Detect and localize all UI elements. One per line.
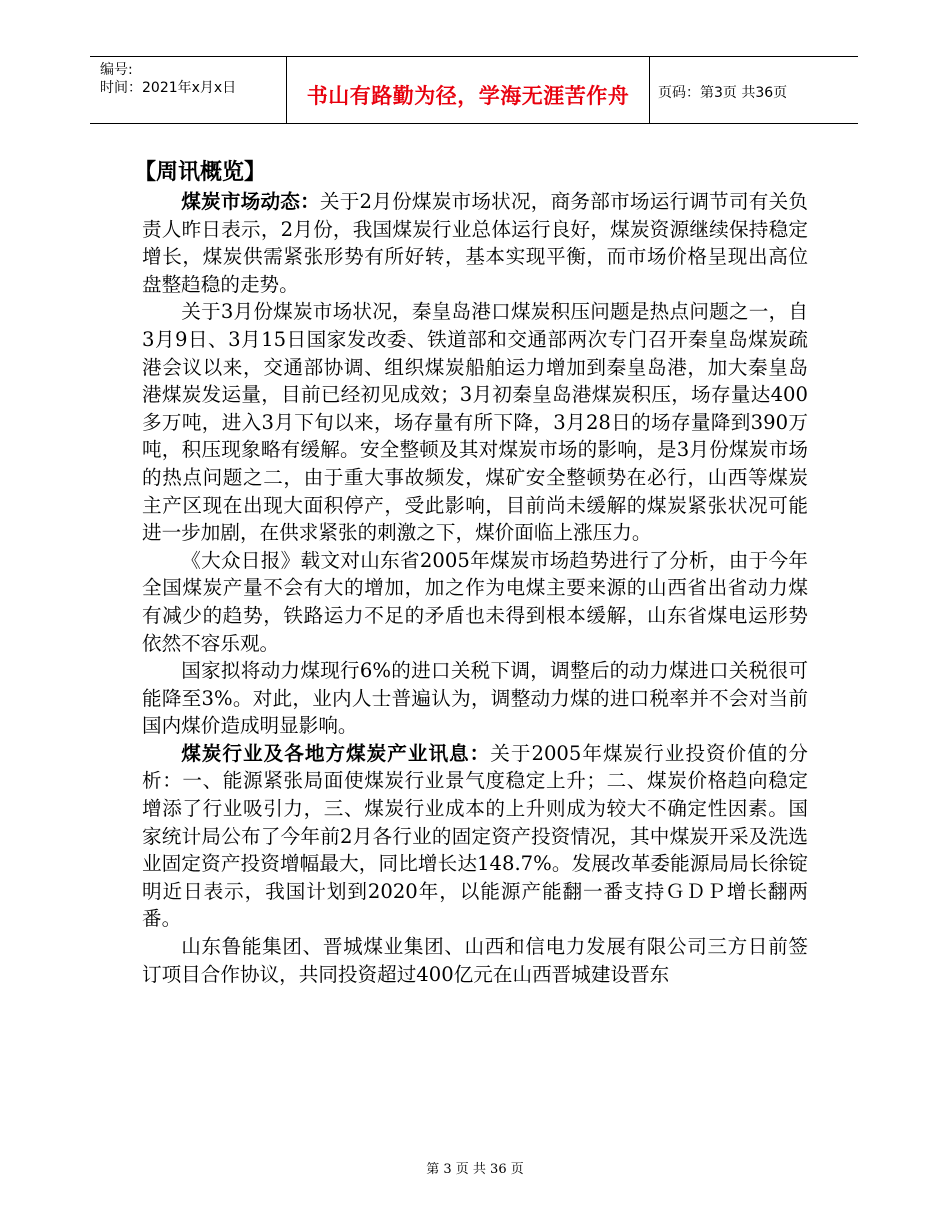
page-header bbox=[90, 56, 858, 124]
paragraph bbox=[142, 547, 808, 657]
header-page-cell bbox=[650, 57, 858, 123]
header-motto: 书山有路勤为径，学海无涯苦作舟 bbox=[306, 84, 630, 108]
document-date-label: 时间：2021年x月x日 bbox=[100, 80, 237, 96]
paragraph bbox=[142, 657, 808, 740]
paragraph bbox=[142, 933, 808, 988]
paragraph-text: 《大众日报》载文对山东省2005年煤炭市场趋势进行了分析，由于今年全国煤炭产量不会有大的增加，加之作为电煤主要来源的山西省出省动力煤有减少的趋势，铁路运力不足的矛盾也未得到根本缓解，山东省煤电运形势依然不容乐观。 bbox=[142, 548, 808, 655]
paragraph-text: 关于2月份煤炭市场状况，商务部市场运行调节司有关负责人昨日表示，2月份，我国煤炭行业总体运行良好，煤炭资源继续保持稳定增长，煤炭供需紧张形势有所好转，基本实现平衡，而市场价格呈现出高位盘整趋稳的走势。 bbox=[142, 190, 809, 296]
header-info-cell bbox=[90, 57, 287, 123]
document-body bbox=[134, 158, 809, 988]
header-motto-cell bbox=[287, 57, 650, 123]
section-title: 【周讯概览】 bbox=[134, 160, 267, 185]
page-footer: 第 3 页 共 36 页 bbox=[426, 1162, 524, 1177]
document-number-label: 编号: bbox=[100, 62, 133, 78]
paragraph bbox=[142, 188, 808, 298]
header-page-number: 页码：第3页 共36页 bbox=[658, 85, 788, 101]
paragraph-lead: 煤炭市场动态： bbox=[181, 190, 320, 213]
paragraph bbox=[142, 740, 808, 933]
paragraph-text: 国家拟将动力煤现行6%的进口关税下调，调整后的动力煤进口关税很可能降至3%。对此，业内人士普遍认为，调整动力煤的进口税率并不会对当前国内煤价造成明显影响。 bbox=[142, 659, 808, 738]
paragraph-text: 山东鲁能集团、晋城煤业集团、山西和信电力发展有限公司三方日前签订项目合作协议，共同投资超过400亿元在山西晋城建设晋东 bbox=[142, 935, 808, 986]
paragraph-lead: 煤炭行业及各地方煤炭产业讯息： bbox=[181, 741, 491, 765]
paragraph bbox=[142, 298, 808, 546]
paragraph-text: 关于3月份煤炭市场状况，秦皇岛港口煤炭积压问题是热点问题之一，自3月9日、3月15日国家发改委、铁道部和交通部两次专门召开秦皇岛煤炭疏港会议以来，交通部协调、组织煤炭船舶运力增加到秦皇岛港，加大秦皇岛港煤炭发运量，目前已经初见成效；3月初秦皇岛港煤炭积压，场存量达400多万吨，进入3月下旬以来，场存量有所下降，3月28日的场存量降到390万吨，积压现象略有缓解。安全整顿及其对煤炭市场的影响，是3月份煤炭市场的热点问题之二，由于重大事故频发，煤矿安全整顿势在必行，山西等煤炭主产区现在出现大面积停产，受此影响，目前尚未缓解的煤炭紧张状况可能进一步加剧，在供求紧张的刺激之下，煤价面临上涨压力。 bbox=[142, 300, 808, 545]
paragraph-text: 关于2005年煤炭行业投资价值的分析：一、能源紧张局面使煤炭行业景气度稳定上升；二、煤炭价格趋向稳定增添了行业吸引力，三、煤炭行业成本的上升则成为较大不确定性因素。国家统计局公布了今年前2月各行业的固定资产投资情况，其中煤炭开采及洗选业固定资产投资增幅最大，同比增长达148.7%。发展改革委能源局局长徐锭明近日表示，我国计划到2020年，以能源产能翻一番支持ＧＤＰ增长翻两番。 bbox=[142, 741, 808, 931]
